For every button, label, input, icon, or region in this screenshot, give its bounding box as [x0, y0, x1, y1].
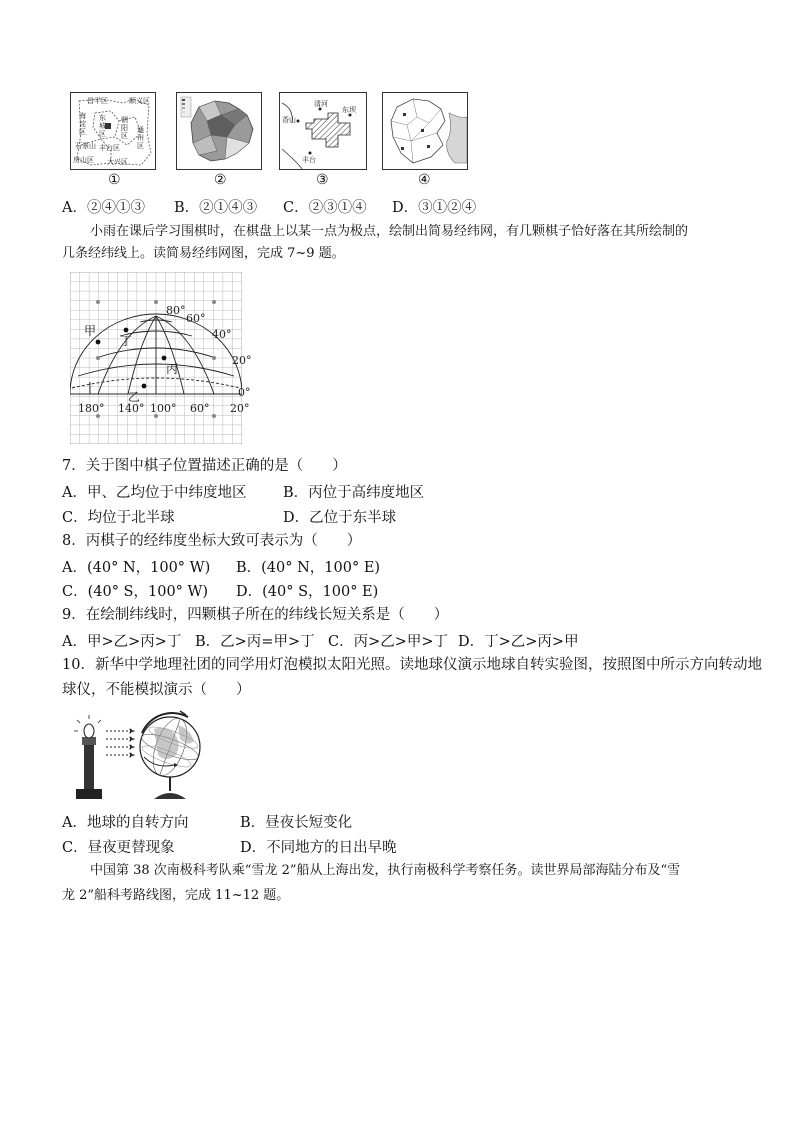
map1-place: 区: [79, 128, 86, 136]
q10-option-d: D．不同地方的日出早晚: [240, 840, 397, 856]
lon-label-20: 20°: [230, 402, 250, 415]
q9-option-d: D．丁>乙>丙>甲: [458, 634, 579, 650]
lat-label-80: 80°: [166, 304, 186, 317]
map1-place: 阳: [121, 124, 128, 132]
lat-label-60: 60°: [186, 312, 206, 325]
go-board-graticule-figure: [70, 272, 252, 444]
map-label-2: ②: [214, 172, 227, 188]
q9-stem: 9．在绘制纬线时，四颗棋子所在的纬线长短关系是（ ）: [62, 607, 449, 623]
q6-option-c: C．②③①④: [283, 200, 367, 216]
lon-label-140: 140°: [118, 402, 145, 415]
q8-option-c: C．(40° S，100° W): [62, 584, 209, 600]
q8-stem: 8．丙棋子的经纬度坐标大致可表示为（ ）: [62, 533, 362, 549]
map1-place: 州: [137, 134, 144, 142]
q7-stem: 7．关于图中棋子位置描述正确的是（ ）: [62, 458, 347, 474]
q7-option-d: D．乙位于东半球: [283, 510, 397, 526]
q9-option-a: A．甲>乙>丙>丁: [62, 634, 182, 650]
map3-place: 香山: [282, 116, 296, 124]
map1-place: 淀: [79, 120, 86, 128]
q10-line2: 球仪，不能模拟演示（ ）: [62, 682, 251, 698]
map-3: [279, 92, 367, 170]
lon-label-100: 100°: [150, 402, 177, 415]
lat-label-40: 40°: [212, 328, 232, 341]
go-board-svg: [70, 272, 242, 444]
map1-place: 区: [137, 142, 144, 150]
lamp-globe-figure: [70, 703, 206, 805]
map-4: [382, 92, 468, 170]
q10-option-a: A．地球的自转方向: [62, 815, 189, 831]
q10-option-b: B．昼夜长短变化: [240, 815, 353, 831]
stone-label-jia: 甲: [84, 324, 97, 338]
intro-11-12-line2: 龙 2”船科考路线图，完成 11~12 题。: [62, 888, 290, 903]
map1-place: 顺义区: [129, 97, 150, 105]
q8-option-b: B．(40° N，100° E): [236, 560, 381, 576]
q6-option-b: B．②①④③: [174, 200, 258, 216]
map-label-3: ③: [316, 172, 329, 188]
map1-place: 丰台区: [99, 144, 120, 152]
map1-place: 通: [137, 126, 144, 134]
lat-label-20: 20°: [232, 354, 252, 367]
shaded-district-map-2: [177, 93, 261, 169]
map1-place: 大兴区: [107, 158, 128, 166]
map1-place: 东: [99, 114, 106, 122]
map1-place: 区: [121, 132, 128, 140]
q9-option-c: C．丙>乙>甲>丁: [328, 634, 449, 650]
stone-label-bing: 丙: [166, 362, 179, 376]
map1-place: 城: [99, 122, 106, 130]
map1-place: 石景山: [75, 142, 96, 150]
map3-place: 清河: [314, 100, 328, 108]
q7-option-a: A．甲、乙均位于中纬度地区: [62, 485, 247, 501]
q8-option-a: A．(40° N，100° W): [62, 560, 211, 576]
stone-label-yi: 乙: [128, 390, 141, 404]
stone-label-ding: 丁: [120, 334, 133, 348]
lon-label-180: 180°: [78, 402, 105, 415]
regional-map-4: [383, 93, 467, 169]
map-1: [70, 92, 156, 170]
q6-option-d: D．③①②④: [392, 200, 477, 216]
map1-place: 区: [99, 130, 106, 138]
q8-option-d: D．(40° S，100° E): [236, 584, 379, 600]
map3-place: 东坝: [342, 106, 356, 114]
q10-line1: 10．新华中学地理社团的同学用灯泡模拟太阳光照。读地球仪演示地球自转实验图，按照图中所示方向转动地: [62, 657, 762, 673]
q7-option-b: B．丙位于高纬度地区: [283, 485, 425, 501]
intro-11-12-line1: 中国第 38 次南极科考队乘“雪龙 2”船从上海出发，执行南极科学考察任务。读世界局部海陆分布及“雪: [90, 863, 681, 878]
intro-7-9-line2: 几条经纬线上。读简易经纬网图，完成 7~9 题。: [62, 246, 345, 261]
lon-label-60: 60°: [190, 402, 210, 415]
map-label-1: ①: [108, 172, 121, 188]
lat-label-0: 0°: [238, 386, 251, 399]
map3-place: 丰台: [302, 156, 316, 164]
q7-option-c: C．均位于北半球: [62, 510, 175, 526]
map1-place: 房山区: [73, 156, 94, 164]
map-label-4: ④: [418, 172, 431, 188]
q9-option-b: B．乙>丙=甲>丁: [195, 634, 315, 650]
q10-option-c: C．昼夜更替现象: [62, 840, 175, 856]
map-2: [176, 92, 262, 170]
intro-7-9-line1: 小雨在课后学习围棋时，在棋盘上以某一点为极点，绘制出简易经纬网，有几颗棋子恰好落在其所绘制的: [90, 224, 689, 239]
map1-place: 昌平区: [87, 97, 108, 105]
map1-place: 海: [79, 112, 86, 120]
lamp-globe-svg: [70, 703, 206, 805]
map1-place: 朝: [121, 116, 128, 124]
q6-option-a: A．②④①③: [62, 200, 145, 216]
